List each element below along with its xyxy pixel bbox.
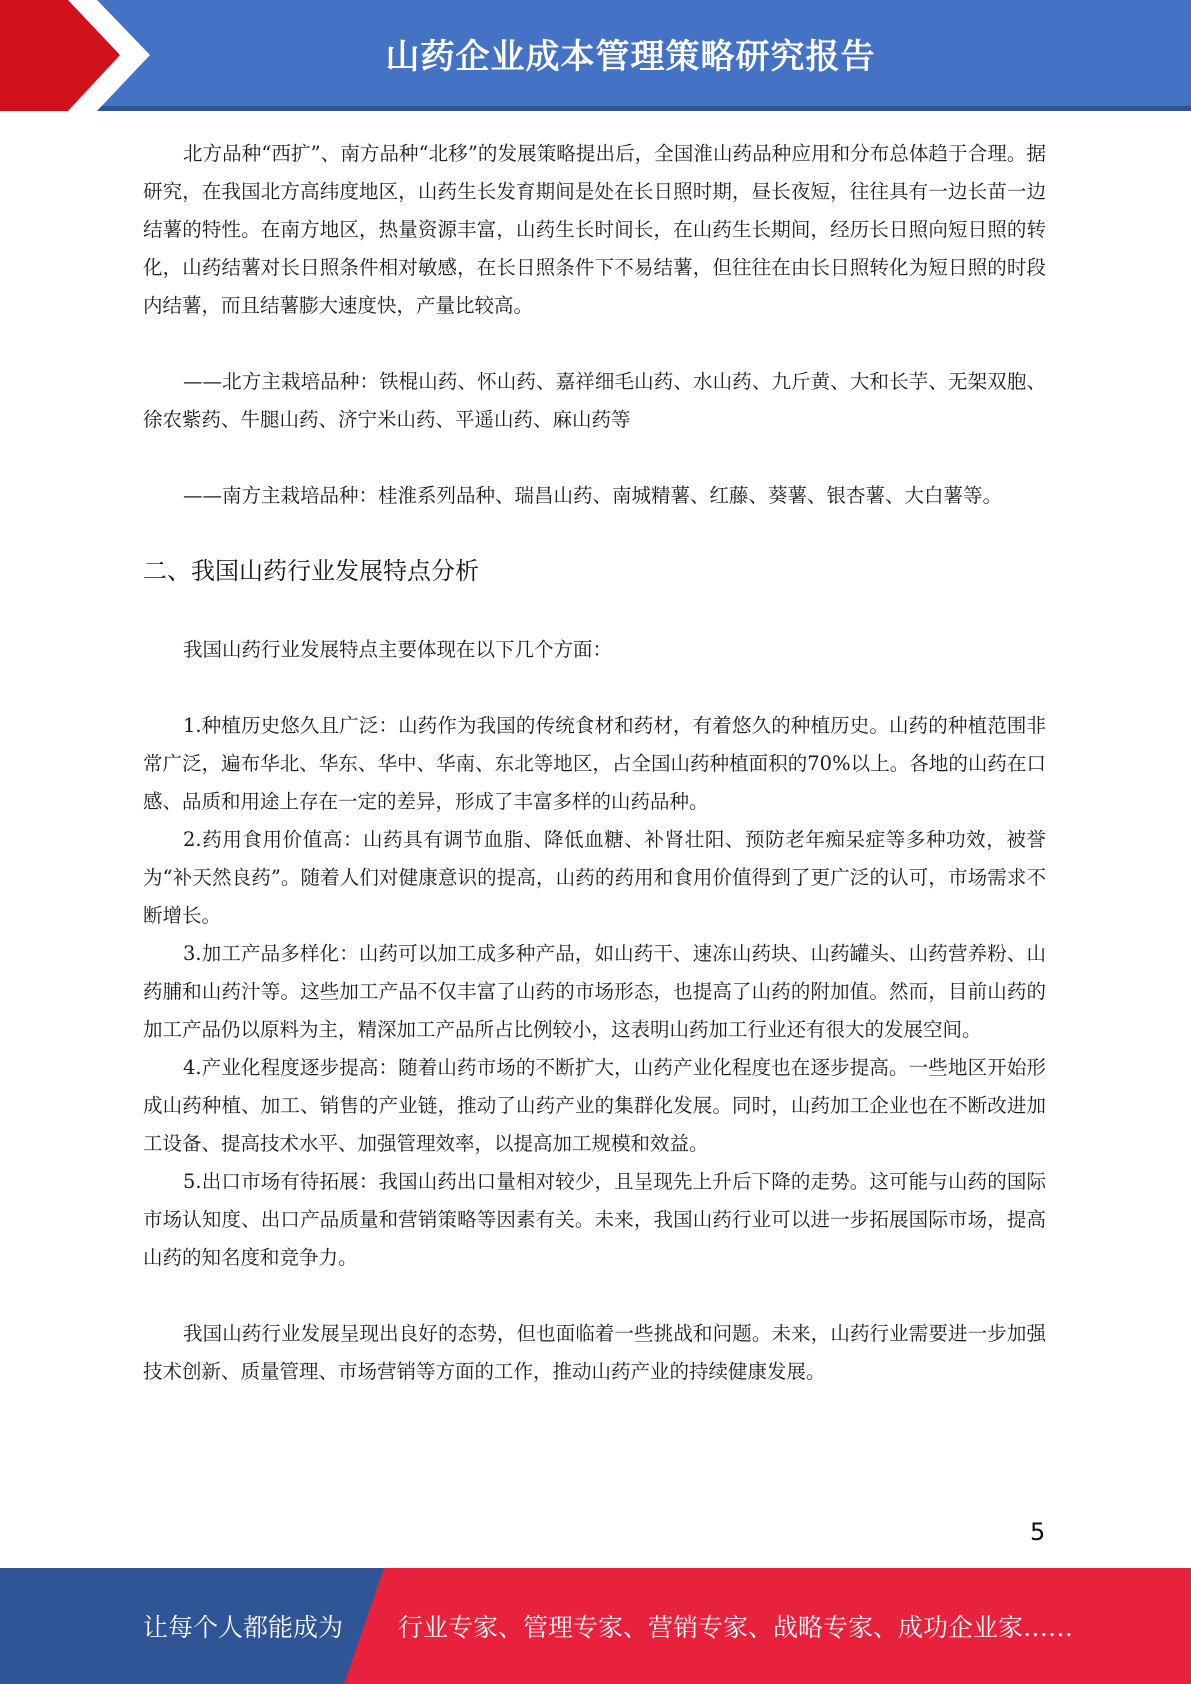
paragraph-varieties-strategy: 北方品种“西扩”、南方品种“北移”的发展策略提出后，全国淮山药品种应用和分布总体趋于合理。据研究，在我国北方高纬度地区，山药生长发育期间是处在长日照时期，昼长夜短，往往具有一边长苗一边结薯的特性。在南方地区，热量资源丰富，山药生长时间长，在山药生长期间，经历长日照向短日照的转化，山药结薯对长日照条件相对敏感，在长日照条件下不易结薯，但往往在由长日照转化为短日照的时段内结薯，而且结薯膨大速度快，产量比较高。 [143,142,1046,317]
list-item: 4.产业化程度逐步提高：随着山药市场的不断扩大，山药产业化程度也在逐步提高。一些地区开始形成山药种植、加工、销售的产业链，推动了山药产业的集群化发展。同时，山药加工企业也在不断改进加工设备、提高技术水平、加强管理效率，以提高加工规模和效益。 [143,1056,1046,1155]
header-bar [0,0,1191,111]
report-title: 山药企业成本管理策略研究报告 [385,36,876,77]
footer-slogan-left: 让每个人都能成为 [143,1613,344,1642]
paragraph-south-varieties: ——南方主栽培品种：桂淮系列品种、瑞昌山药、南城精薯、红藤、葵薯、银杏薯、大白薯等。 [183,484,1003,507]
list-item: 5.出口市场有待拓展：我国山药出口量相对较少，且呈现先上升后下降的走势。这可能与山药的国际市场认知度、出口产品质量和营销策略等因素有关。未来，我国山药行业可以进一步拓展国际市场，提高山药的知名度和竞争力。 [143,1170,1046,1269]
list-item: 1.种植历史悠久且广泛：山药作为我国的传统食材和药材，有着悠久的种植历史。山药的种植范围非常广泛，遍布华北、华东、华中、华南、东北等地区，占全国山药种植面积的70%以上。各地的山药在口感、品质和用途上存在一定的差异，形成了丰富多样的山药品种。 [143,714,1046,813]
paragraph-north-varieties: ——北方主栽培品种：铁棍山药、怀山药、嘉祥细毛山药、水山药、九斤黄、大和长芋、无架双胞、徐农紫药、牛腿山药、济宁米山药、平遥山药、麻山药等 [143,370,1046,431]
paragraph-intro: 我国山药行业发展特点主要体现在以下几个方面： [183,638,613,661]
paragraph-conclusion: 我国山药行业发展呈现出良好的态势，但也面临着一些挑战和问题。未来，山药行业需要进一步加强技术创新、质量管理、市场营销等方面的工作，推动山药产业的持续健康发展。 [143,1322,1046,1383]
footer-slogan-right: 行业专家、管理专家、营销专家、战略专家、成功企业家…… [398,1613,1074,1642]
page-number: 5 [1030,1518,1046,1546]
section-title: 二、我国山药行业发展特点分析 [143,557,479,585]
document-body [143,135,1046,1391]
list-item: 3.加工产品多样化：山药可以加工成多种产品，如山药干、速冻山药块、山药罐头、山药营养粉、山药脯和山药汁等。这些加工产品不仅丰富了山药的市场形态，也提高了山药的附加值。然而，目前山药的加工产品仍以原料为主，精深加工产品所占比例较小，这表明山药加工行业还有很大的发展空间。 [143,942,1046,1041]
footer-bar [0,1568,1191,1684]
list-item: 2.药用食用价值高：山药具有调节血脂、降低血糖、补肾壮阳、预防老年痴呆症等多种功效，被誉为“补天然良药”。随着人们对健康意识的提高，山药的药用和食用价值得到了更广泛的认可，市场需求不断增长。 [143,828,1046,927]
